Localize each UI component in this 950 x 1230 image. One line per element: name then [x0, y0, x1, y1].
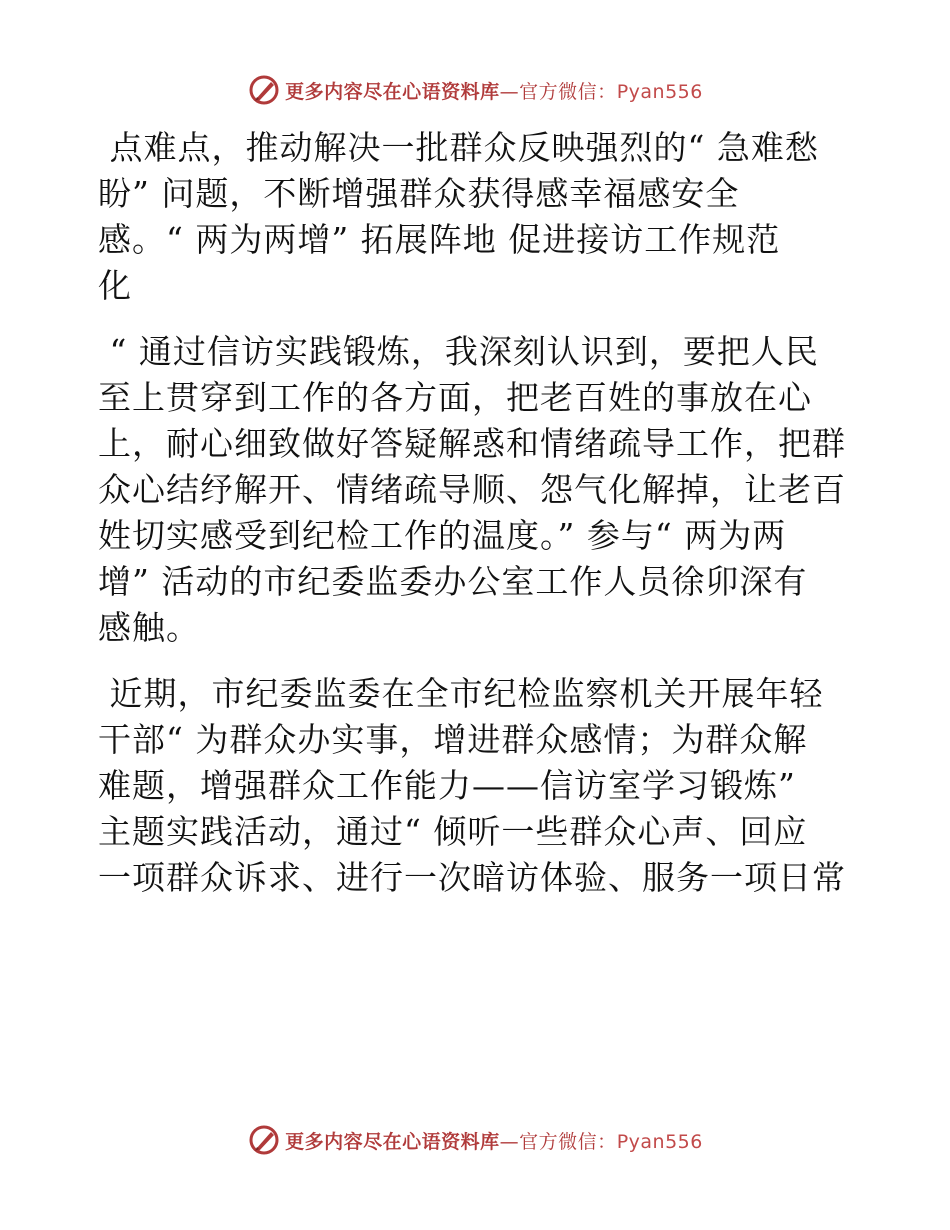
text-line: 众心结纾解开、情绪疏导顺、怨气化解掉，让老百	[98, 470, 846, 509]
header-banner-part3: Pyan556	[616, 80, 703, 103]
text-line: 主题实践活动，通过“ 倾听一些群众心声、回应	[98, 812, 808, 851]
header-banner-part1: 更多内容尽在心语资料库	[285, 80, 500, 103]
header-banner-part2: —官方微信：	[499, 80, 617, 103]
text-line: 至上贯穿到工作的各方面，把老百姓的事放在心	[98, 378, 812, 417]
pen-logo-icon	[247, 1123, 281, 1157]
text-line: 盼” 问题，不断增强群众获得感幸福感安全	[98, 174, 740, 213]
header-banner-text	[285, 77, 703, 104]
text-line: 感触。	[98, 608, 200, 647]
footer-banner-part2: —官方微信：	[499, 1130, 617, 1153]
text-line: 干部“ 为群众办实事，增进群众感情；为群众解	[98, 720, 808, 759]
text-line: 难题，增强群众工作能力——信访室学习锻炼”	[98, 766, 796, 805]
text-line: 化	[98, 266, 132, 305]
text-line: 感。“ 两为两增” 拓展阵地 促进接访工作规范	[98, 220, 781, 259]
text-line: “ 通过信访实践锻炼，我深刻认识到，要把人民	[98, 332, 819, 371]
paragraph-1	[98, 125, 858, 309]
pen-logo-icon	[247, 73, 281, 107]
paragraph-3	[98, 671, 858, 901]
text-line: 点难点，推动解决一批群众反映强烈的“ 急难愁	[98, 128, 819, 167]
text-line: 姓切实感受到纪检工作的温度。” 参与“ 两为两	[98, 516, 787, 555]
footer-banner-part3: Pyan556	[616, 1130, 703, 1153]
text-line: 增” 活动的市纪委监委办公室工作人员徐卯深有	[98, 562, 808, 601]
text-line: 上，耐心细致做好答疑解惑和情绪疏导工作，把群	[98, 424, 846, 463]
header-watermark-banner	[0, 70, 950, 110]
paragraph-2	[98, 329, 858, 651]
footer-watermark-banner	[0, 1120, 950, 1160]
text-line: 近期，市纪委监委在全市纪检监察机关开展年轻	[98, 674, 824, 713]
text-line: 一项群众诉求、进行一次暗访体验、服务一项日常	[98, 858, 846, 897]
footer-banner-text	[285, 1127, 703, 1154]
footer-banner-part1: 更多内容尽在心语资料库	[285, 1130, 500, 1153]
document-body	[98, 125, 858, 901]
